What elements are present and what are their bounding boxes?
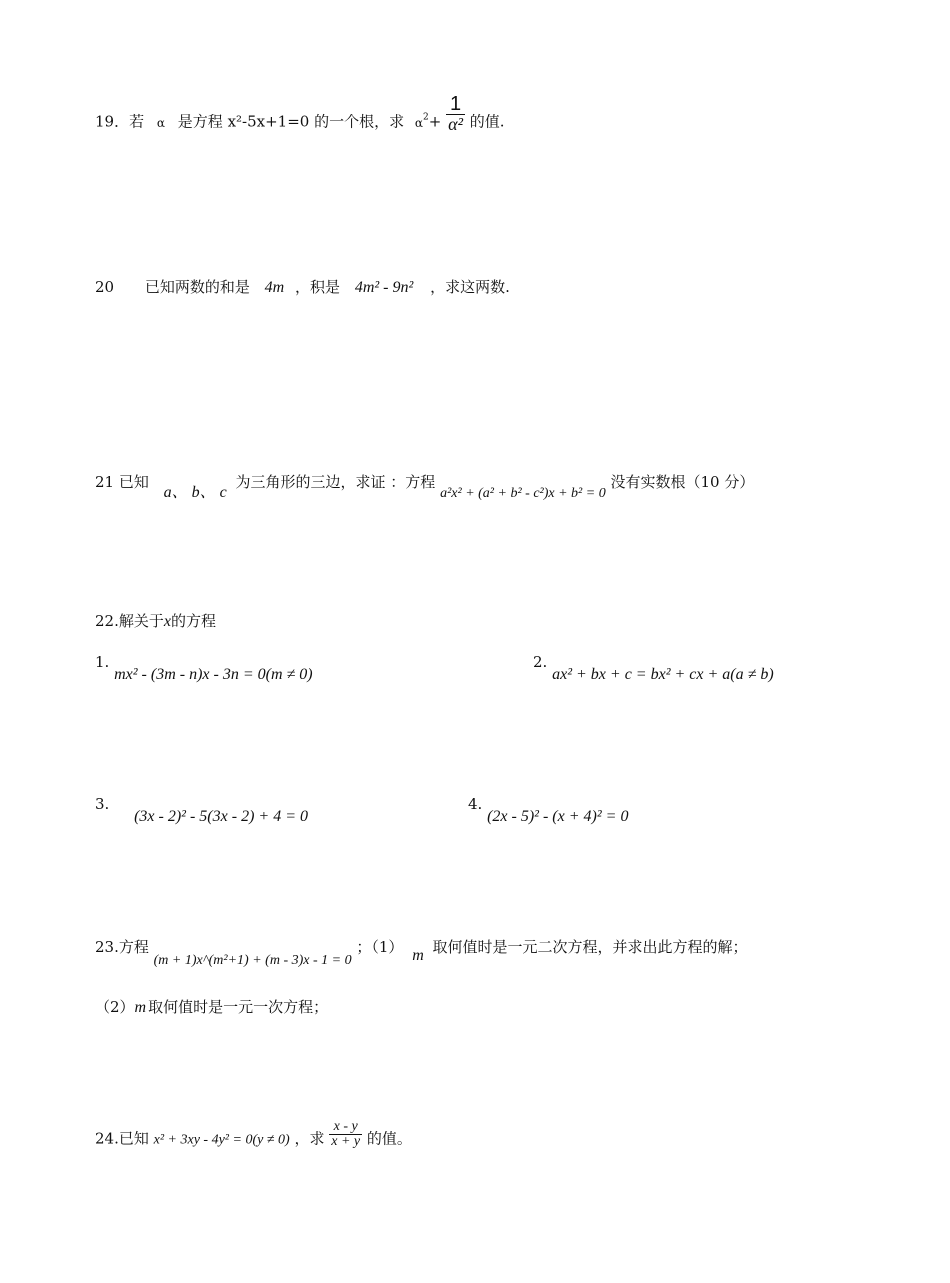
- q22-item-2-eq: ax² + bx + c = bx² + cx + a(a ≠ b): [552, 666, 774, 683]
- q19-text3: 的值.: [469, 112, 505, 131]
- q20-text3: ，求这两数.: [430, 278, 510, 296]
- question-22-heading: [95, 614, 216, 630]
- q22-item-3-num: 3.: [95, 795, 110, 813]
- q24-label: 24.已知: [95, 1129, 149, 1148]
- q22-item-1-eq: mx² - (3m - n)x - 3n = 0(m ≠ 0): [114, 666, 313, 683]
- q21-label: 21 已知: [95, 473, 149, 491]
- q19-sup2: 2: [423, 112, 429, 123]
- q24-frac-num: x - y: [333, 1119, 358, 1134]
- q23-label: 23.方程: [95, 938, 149, 956]
- q22-item-3: [95, 795, 308, 825]
- q24-fraction: [329, 1120, 362, 1149]
- q22-item-4-eq: (2x - 5)² - (x + 4)² = 0: [487, 808, 629, 825]
- question-21: [95, 473, 755, 501]
- q23-p2-text: 取何值时是一元一次方程；: [148, 998, 329, 1016]
- q22-item-2-num: 2.: [533, 653, 548, 671]
- q24-text1: ，求: [294, 1129, 325, 1148]
- q23-m2: m: [134, 999, 147, 1016]
- q19-alpha2: α: [414, 115, 424, 130]
- question-20: [95, 280, 510, 296]
- q19-fraction: [446, 94, 465, 133]
- q23-text2: 取何值时是一元二次方程，并求出此方程的解；: [432, 938, 748, 956]
- q23-m1: m: [412, 947, 424, 964]
- q21-text2: 没有实数根（10 分）: [610, 473, 755, 491]
- q22-item-4-num: 4.: [468, 795, 483, 813]
- q20-product: 4m² - 9n²: [354, 279, 414, 296]
- q19-plus: +: [428, 112, 442, 131]
- q22-item-4: [468, 795, 629, 825]
- q20-sum: 4m: [264, 279, 285, 296]
- q21-text1: 为三角形的三边，求证 ：方程: [235, 473, 436, 491]
- q19-text2: 的一个根，求: [314, 112, 405, 131]
- q20-text2: ，积是: [295, 278, 341, 296]
- q19-frac-num: 1: [449, 93, 462, 115]
- q23-p2-label: （2）: [95, 998, 135, 1016]
- question-23-part2: [95, 1000, 328, 1016]
- question-19: [95, 93, 505, 134]
- q22-text: 的方程: [170, 612, 216, 630]
- q21-equation: a²x² + (a² + b² - c²)x + b² = 0: [440, 486, 606, 501]
- question-24: [95, 1119, 412, 1149]
- q24-frac-den: x + y: [331, 1134, 361, 1149]
- q22-item-1: [95, 653, 313, 683]
- q22-item-1-num: 1.: [95, 653, 110, 671]
- q23-text1: ；（1）: [356, 938, 404, 956]
- q22-var: x: [163, 613, 171, 630]
- q20-label: 20: [95, 278, 115, 296]
- q22-item-2: [533, 653, 774, 683]
- q20-text1: 已知两数的和是: [144, 278, 250, 296]
- q19-frac-den: α²: [448, 114, 463, 134]
- q19-equation: x²-5x+1=0: [227, 112, 310, 131]
- question-23: [95, 938, 748, 968]
- q19-alpha: α: [156, 115, 165, 130]
- q21-vars: a、 b、 c: [163, 484, 227, 501]
- q24-text2: 的值。: [366, 1129, 412, 1148]
- q19-text1: 是方程: [177, 112, 223, 131]
- q24-equation: x² + 3xy - 4y² = 0(y ≠ 0): [153, 1132, 290, 1148]
- q22-label: 22.解关于: [95, 612, 164, 630]
- q19-label: 19．若: [95, 112, 145, 131]
- q23-equation: (m + 1)x^(m²+1) + (m - 3)x - 1 = 0: [153, 953, 352, 968]
- q22-item-3-eq: (3x - 2)² - 5(3x - 2) + 4 = 0: [134, 808, 308, 825]
